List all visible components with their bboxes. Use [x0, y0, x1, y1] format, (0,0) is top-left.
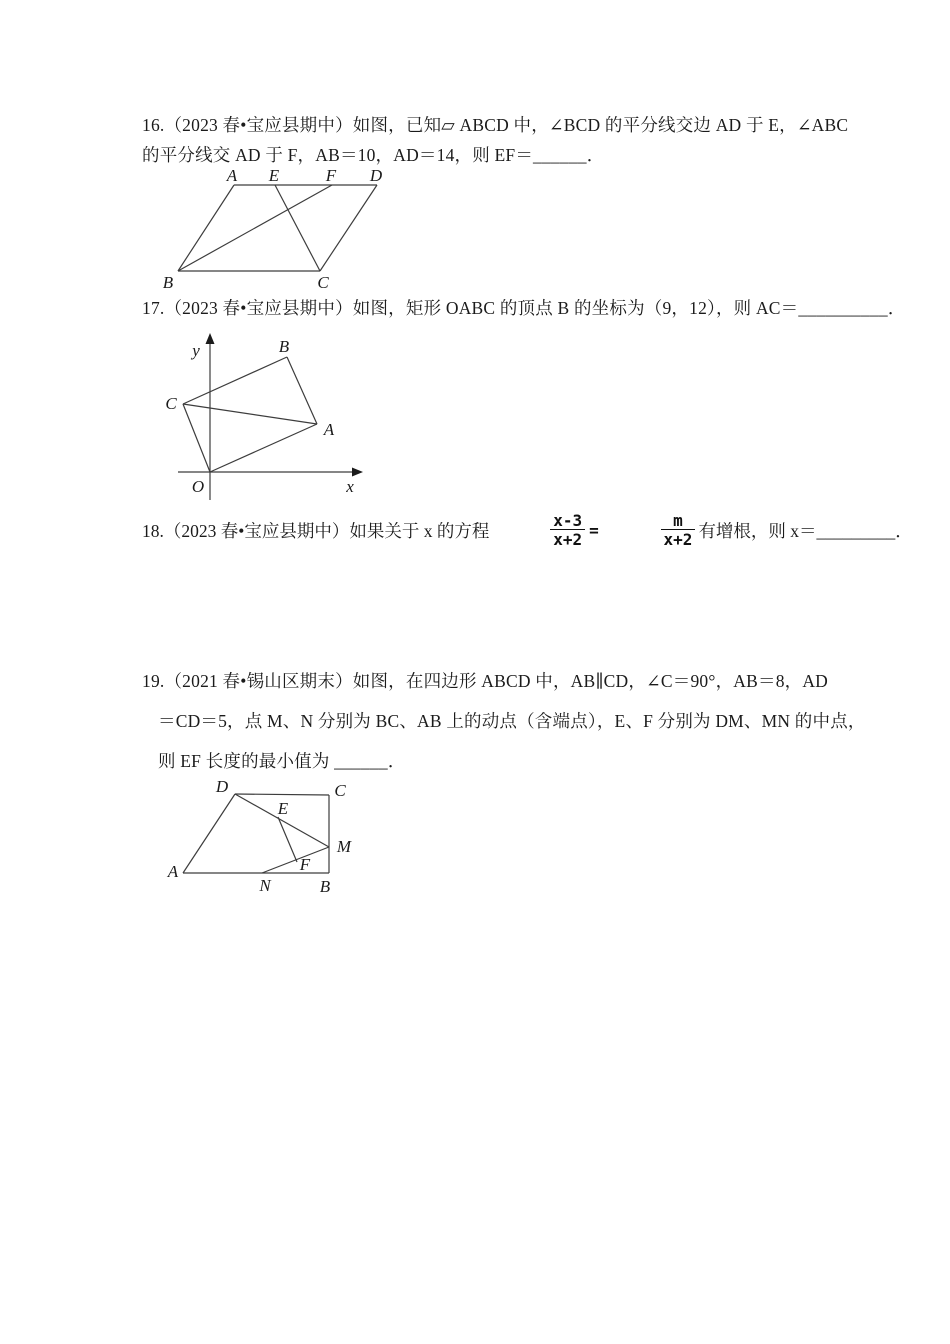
problem-18: [142, 503, 913, 557]
fig19-label-e: E: [277, 799, 289, 818]
fig17-y-axis-arrow: [206, 333, 215, 344]
fig17-x-axis-arrow: [352, 468, 363, 477]
fraction-right-numerator: m: [673, 510, 683, 530]
problem-19-line1: 19.（2021 春•锡山区期末）如图，在四边形 ABCD 中，AB∥CD，∠C＝90°，AB＝8，AD: [142, 671, 829, 691]
fig16-label-d: D: [369, 166, 383, 185]
fig19-label-c: C: [334, 781, 346, 800]
fig17-label-a: A: [323, 420, 335, 439]
problem-16-line1: 16.（2023 春•宝应县期中）如图，已知▱ ABCD 中，∠BCD 的平分线交边 AD 于 E，∠ABC: [142, 115, 849, 135]
problem-18-prefix: 18.（2023 春•宝应县期中）如果关于 x 的方程: [142, 520, 490, 541]
figure-16-parallelogram: [160, 168, 395, 293]
fraction-left: [492, 492, 585, 569]
fraction-left-numerator: x-3: [553, 510, 583, 530]
problem-19-line3: 则 EF 长度的最小值为 ______．: [158, 751, 406, 771]
problem-18-suffix: 有增根，则 x＝_________．: [698, 520, 913, 541]
equals-sign: =: [589, 520, 599, 540]
fraction-right: [603, 492, 696, 569]
figure-19-quadrilateral: [165, 777, 375, 900]
problem-17-line1: 17.（2023 春•宝应县期中）如图，矩形 OABC 的顶点 B 的坐标为（9，12），则 AC＝__________．: [142, 298, 906, 318]
fig19-label-d: D: [215, 777, 229, 796]
fig17-label-x: x: [346, 477, 354, 496]
fraction-right-denominator: x+2: [661, 529, 696, 549]
fig16-label-c: C: [317, 273, 329, 292]
fig19-label-m: M: [336, 837, 352, 856]
fig16-label-b: B: [162, 273, 174, 292]
fraction-left-denominator: x+2: [550, 529, 585, 549]
figure-17-rectangle-axes: [148, 330, 373, 505]
fig17-edges: [183, 357, 317, 472]
fig17-label-c: C: [165, 394, 177, 413]
fig16-label-f: F: [325, 166, 337, 185]
fig16-label-e: E: [268, 166, 280, 185]
fig19-label-b: B: [319, 877, 331, 896]
problem-16-line2: 的平分线交 AD 于 F，AB＝10，AD＝14，则 EF＝______．: [142, 145, 605, 165]
fig19-label-f: F: [299, 855, 311, 874]
fig16-label-a: A: [226, 166, 238, 185]
fig19-label-a: A: [167, 862, 179, 881]
fig19-label-n: N: [259, 876, 271, 895]
fig17-label-o: O: [191, 477, 205, 496]
fig17-label-y: y: [192, 341, 200, 360]
fig17-label-b: B: [278, 337, 290, 356]
problem-19-line2: ＝CD＝5，点 M、N 分别为 BC、AB 上的动点（含端点），E、F 分别为 DM、MN 的中点，: [158, 711, 866, 731]
fig16-edges: [178, 185, 377, 271]
